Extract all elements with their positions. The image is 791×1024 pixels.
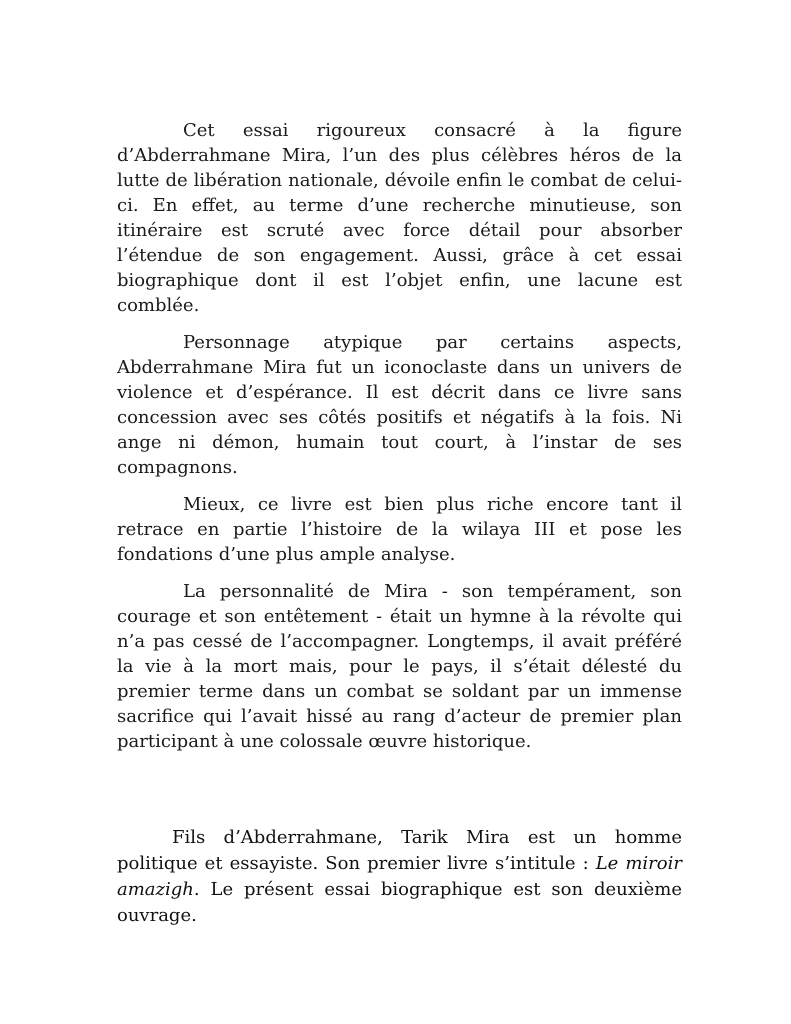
paragraph-richness: Mieux, ce livre est bien plus riche encore tant il retrace en partie l’histoire de la wilaya III et pose les fondations d’une plus ample analyse. [117, 494, 682, 565]
paragraph-character: Personnage atypique par certains aspects, Abderrahmane Mira fut un iconoclaste dans un univers de violence et d’espérance. Il est décrit dans ce livre sans concession avec ses côtés positifs et négatifs à la fois. Ni ange ni démon, humain tout court, à l’instar de ses compagnons. [117, 332, 682, 478]
author-bio-block [117, 825, 682, 929]
first-book-title: Le miroir amazigh [117, 853, 682, 900]
author-bio-text-end: . Le présent essai biographique est son deuxième ouvrage. [117, 879, 682, 926]
paragraph-personality: La personnalité de Mira - son tempérament, son courage et son entêtement - était un hymne à la révolte qui n’a pas cessé de l’accompagner. Longtemps, il avait préféré la vie à la mort mais, pour le pays, il s’était délesté du premier terme dans un combat se soldant par un immense sacrifice qui l’avait hissé au rang d’acteur de premier plan participant à une colossale œuvre historique. [117, 581, 682, 752]
main-text-block [117, 118, 682, 766]
author-bio-paragraph [117, 825, 682, 929]
paragraph-intro: Cet essai rigoureux consacré à la figure d’Abderrahmane Mira, l’un des plus célèbres héros de la lutte de libération nationale, dévoile enfin le combat de celui-ci. En effet, au terme d’une recherche minutieuse, son itinéraire est scruté avec force détail pour absorber l’étendue de son engagement. Aussi, grâce à cet essai biographique dont il est l’objet enfin, une lacune est comblée. [117, 120, 682, 316]
author-bio-text-start: Fils d’Abderrahmane, Tarik Mira est un homme politique et essayiste. Son premier livre s’intitule : [117, 827, 682, 874]
